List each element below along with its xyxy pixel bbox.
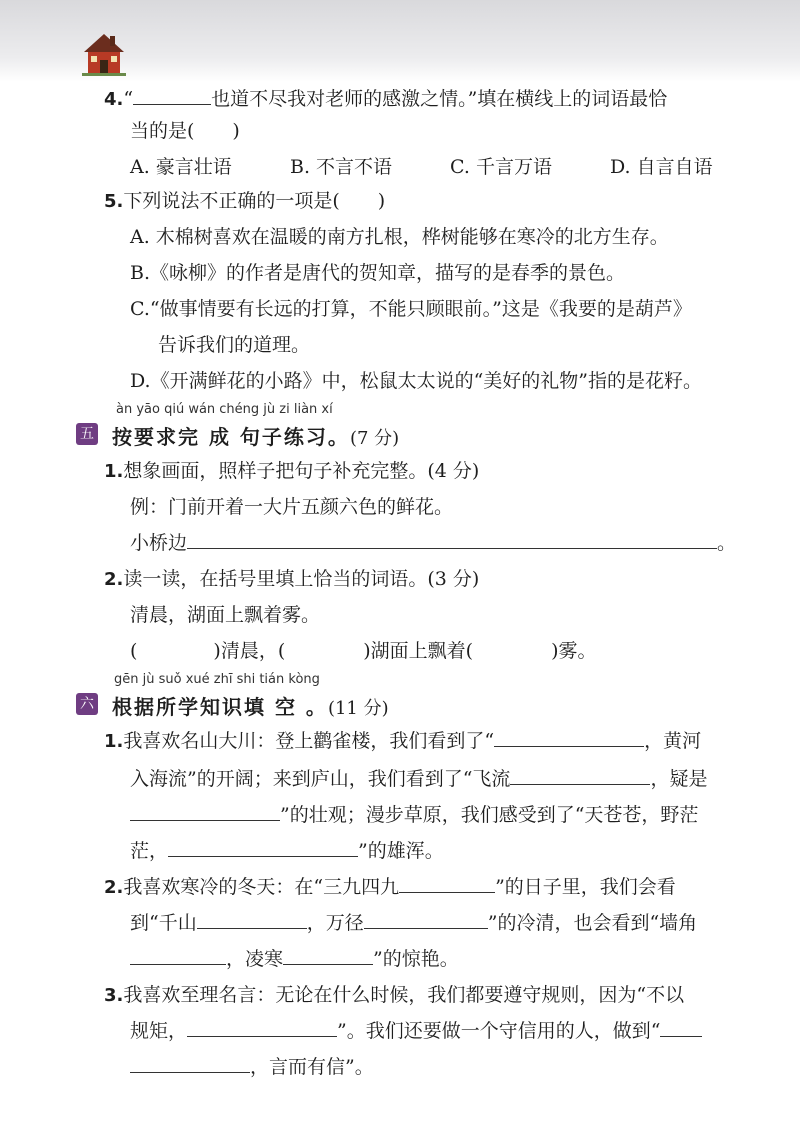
sec6-q3-blank-1[interactable] [187,1018,337,1037]
sec5-q1-blank[interactable] [187,530,717,549]
sec6-q2-blank-3[interactable] [364,910,488,929]
sec6-q2-blank-4[interactable] [130,946,226,965]
sec6-pinyin: gēn jù suǒ xué zhī shi tián kòng [114,672,320,687]
sec6-q1-blank-1[interactable] [494,728,644,747]
sec6-q3-line1: 3.我喜欢至理名言：无论在什么时候，我们都要遵守规则，因为“不以 [104,984,685,1006]
sec6-q1-blank-4[interactable] [168,838,358,857]
sec5-pinyin: àn yāo qiú wán chéng jù zi liàn xí [116,402,333,417]
q4-option-b: B. 不言不语 [290,156,393,178]
sec5-q1-example: 例：门前开着一大片五颜六色的鲜花。 [130,496,454,518]
sec6-q3-line3: ，言而有信”。 [130,1054,374,1080]
q4-option-a: A. 豪言壮语 [130,156,232,178]
sec6-q3-line2: 规矩， ”。我们还要做一个守信用的人，做到“ [130,1018,702,1044]
sec6-q1-blank-2[interactable] [510,766,650,785]
q4-line1: 4.“ 也道不尽我对老师的感激之情。”填在横线上的词语最恰 [104,88,668,110]
q4-option-d: D. 自言自语 [610,156,713,178]
sec5-q1-answer: 小桥边 。 [130,532,737,554]
sec6-badge: 六 [76,693,98,715]
q4-line2: 当的是( ) [130,120,240,142]
sec6-q2-blank-5[interactable] [283,946,373,965]
sec6-q3-blank-3[interactable] [130,1054,250,1073]
q5-stem: 5.下列说法不正确的一项是( ) [104,190,386,212]
q5-option-c-line1: C.“做事情要有长远的打算，不能只顾眼前。”这是《我要的是葫芦》 [130,298,692,320]
q5-option-a: A. 木棉树喜欢在温暖的南方扎根，桦树能够在寒冷的北方生存。 [130,226,669,248]
q4-blank[interactable] [133,86,211,105]
sec5-q2-sentence: 清晨，湖面上飘着雾。 [130,604,321,626]
sec6-q2-line2: 到“千山 ，万径 ”的冷清，也会看到“墙角 [130,912,698,934]
sec5-q2-fill: ( )清晨，( )湖面上飘着( )雾。 [130,640,597,662]
sec6-q2-line3: ，凌寒 ”的惊艳。 [130,946,459,972]
sec6-q3-blank-2[interactable] [660,1018,702,1037]
sec5-q1: 1.想象画面，照样子把句子补充完整。(4 分) [104,460,480,482]
q5-option-d: D.《开满鲜花的小路》中，松鼠太太说的“美好的礼物”指的是花籽。 [130,370,703,392]
sec5-title: 按要求完 成 句子练习。(7 分) [112,425,400,449]
sec6-q1-line4: 茫， ”的雄浑。 [130,840,444,862]
q5-option-b: B.《咏柳》的作者是唐代的贺知章，描写的是春季的景色。 [130,262,626,284]
house-icon [82,30,126,76]
sec6-q1-line3: ”的壮观；漫步草原，我们感受到了“天苍苍，野茫 [130,802,698,828]
q4-option-c: C. 千言万语 [450,156,552,178]
sec6-q1-blank-3[interactable] [130,802,280,821]
sec6-title: 根据所学知识填 空 。(11 分) [112,695,389,719]
sec6-q2-blank-2[interactable] [197,910,307,929]
sec6-q2-blank-1[interactable] [399,874,495,893]
sec6-q1-line1: 1.我喜欢名山大川：登上鹳雀楼，我们看到了“ ，黄河 [104,730,702,752]
sec6-q1-line2: 入海流”的开阔；来到庐山，我们看到了“飞流 ，疑是 [130,768,708,790]
sec5-badge: 五 [76,423,98,445]
q5-option-c-line2: 告诉我们的道理。 [158,334,311,356]
sec5-q2: 2.读一读，在括号里填上恰当的词语。(3 分) [104,568,480,590]
sec6-q2-line1: 2.我喜欢寒冷的冬天：在“三九四九 ”的日子里，我们会看 [104,876,676,898]
